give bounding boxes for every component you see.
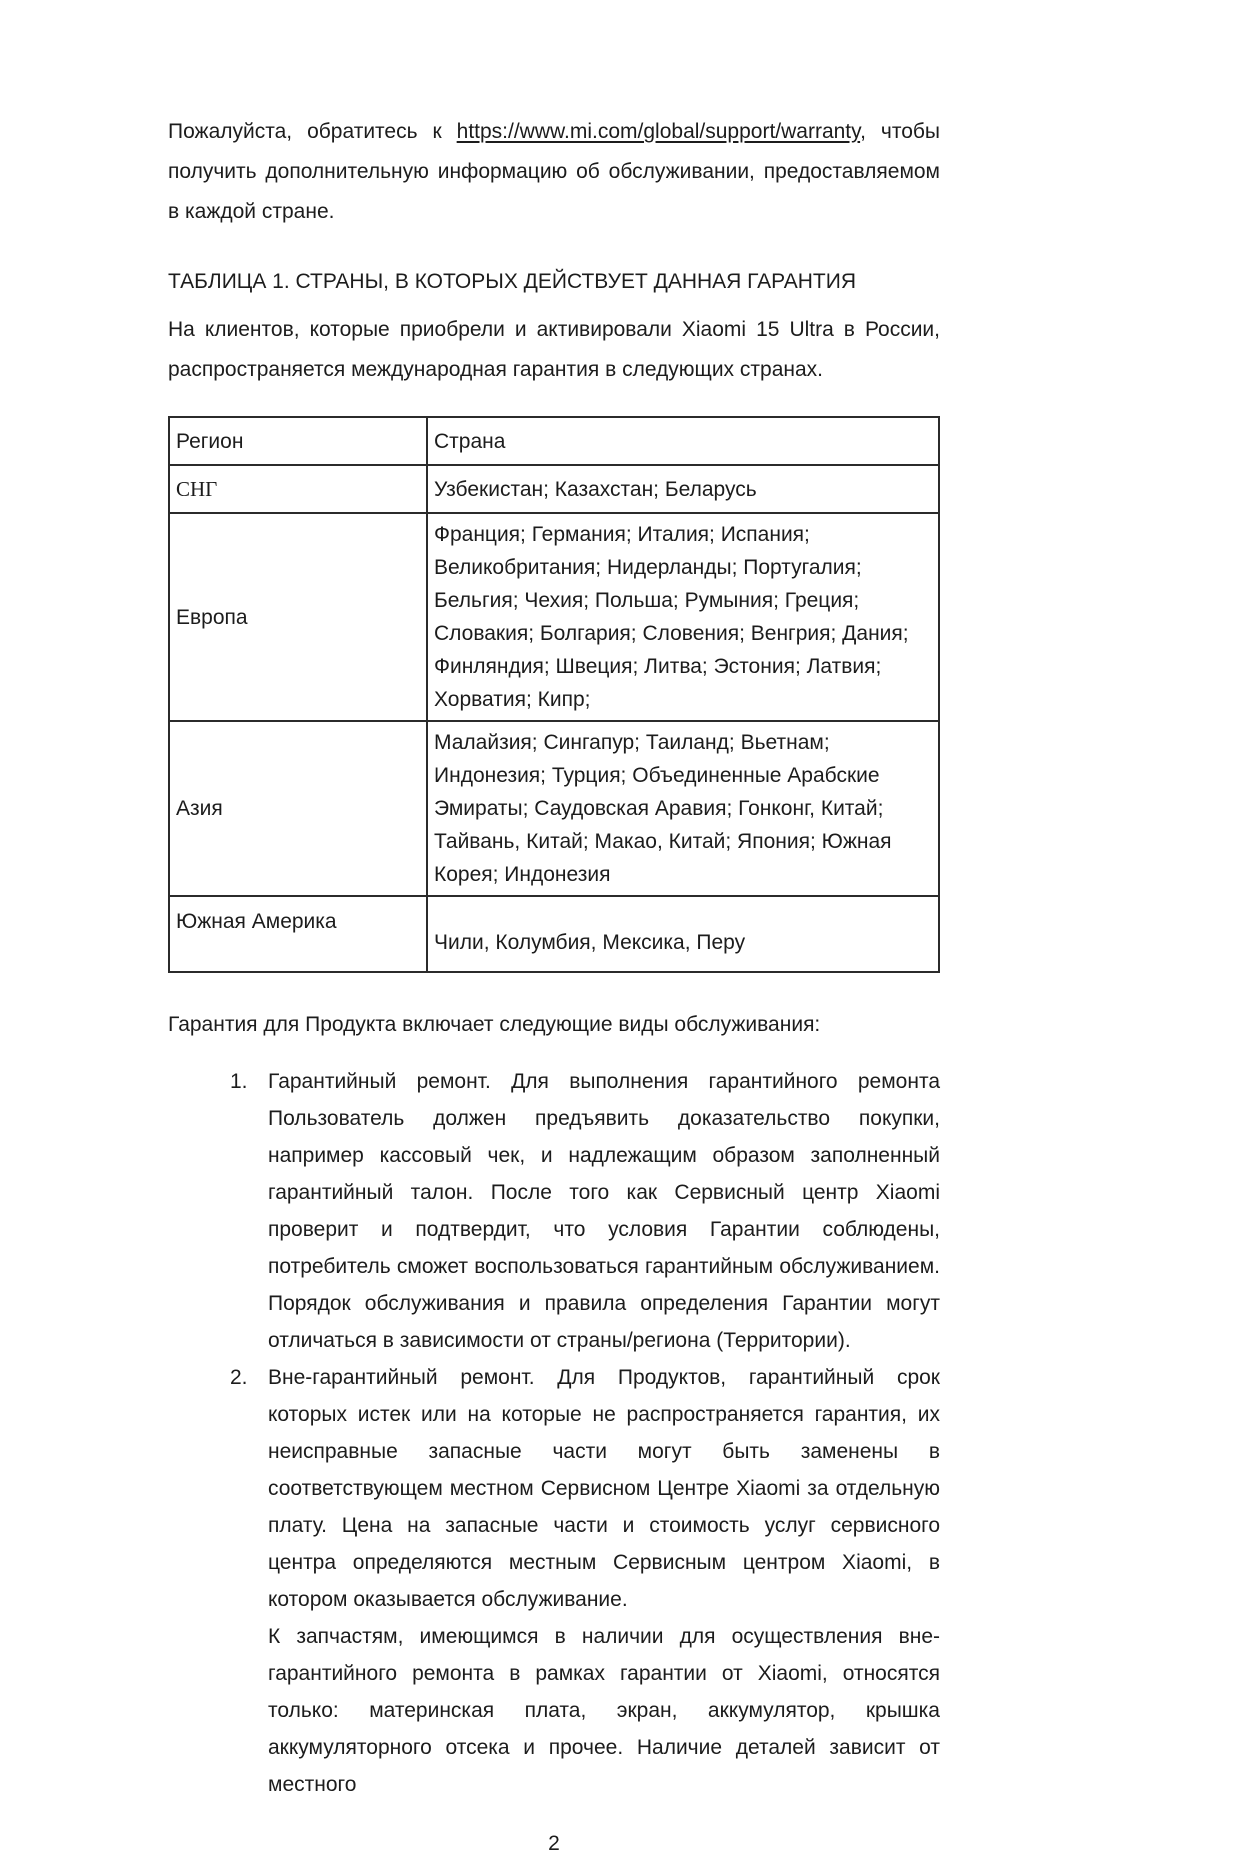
table-row xyxy=(169,513,939,721)
countries-cell-south-america: Чили, Колумбия, Мексика, Перу xyxy=(427,896,939,972)
column-header-region: Регион xyxy=(169,417,427,465)
warranty-repair-paragraph: Гарантийный ремонт. Для выполнения гарантийного ремонта Пользователь должен предъявить доказательство покупки, например кассовый чек, и надлежащим образом заполненный гарантийный талон. После того как Сервисный центр Xiaomi проверит и подтвердит, что условия Гарантии соблюдены, потребитель сможет воспользоваться гарантийным обслуживанием. Порядок обслуживания и правила определения Гарантии могут отличаться в зависимости от страны/региона (Территории). xyxy=(268,1070,940,1352)
table-row xyxy=(169,465,939,513)
service-types-intro: Гарантия для Продукта включает следующие виды обслуживания: xyxy=(168,1013,821,1036)
region-cell-asia: Азия xyxy=(169,721,427,896)
spare-parts-paragraph: К запчастям, имеющимся в наличии для осуществления вне-гарантийного ремонта в рамках гарантии от Xiaomi, относятся только: материнская плата, экран, аккумулятор, крышка аккумуляторного отсека и прочее. Наличие деталей зависит от местного xyxy=(268,1625,940,1796)
region-cell-south-america: Южная Америка xyxy=(169,896,427,972)
countries-cell-asia: Малайзия; Сингапур; Таиланд; Вьетнам; Индонезия; Турция; Объединенные Арабские Эмираты; Саудовская Аравия; Гонконг, Китай; Тайвань, Китай; Макао, Китай; Япония; Южная Корея; Индонезия xyxy=(427,721,939,896)
region-cell-europe: Европа xyxy=(169,513,427,721)
countries-cell-cis: Узбекистан; Казахстан; Беларусь xyxy=(427,465,939,513)
list-item-body xyxy=(268,1359,940,1803)
list-item-number: 2. xyxy=(230,1366,248,1389)
countries-cell-europe: Франция; Германия; Италия; Испания; Великобритания; Нидерланды; Португалия; Бельгия; Чехия; Польша; Румыния; Греция; Словакия; Болгария; Словения; Венгрия; Дания; Финляндия; Швеция; Литва; Эстония; Латвия; Хорватия; Кипр; xyxy=(427,513,939,721)
list-item-body xyxy=(268,1063,940,1359)
list-item xyxy=(168,1359,940,1803)
intro-paragraph xyxy=(168,112,940,232)
column-header-country: Страна xyxy=(427,417,939,465)
out-of-warranty-repair-paragraph: Вне-гарантийный ремонт. Для Продуктов, гарантийный срок которых истек или на которые не распространяется гарантия, их неисправные запасные части могут быть заменены в соответствующем местном Сервисном Центре Xiaomi за отдельную плату. Цена на запасные части и стоимость услуг сервисного центра определяются местным Сервисным центром Xiaomi, в котором оказывается обслуживание. xyxy=(268,1366,940,1611)
intro-text-before-link: Пожалуйста, обратитесь к xyxy=(168,120,457,143)
table-section-heading: ТАБЛИЦА 1. СТРАНЫ, В КОТОРЫХ ДЕЙСТВУЕТ ДАННАЯ ГАРАНТИЯ xyxy=(168,270,857,293)
page-number: 2 xyxy=(548,1832,560,1855)
warranty-countries-table xyxy=(168,416,940,973)
intro-text-after-link: , чтобы получить дополнительную информацию об обслуживании, предоставляемом в каждой стране. xyxy=(168,120,941,223)
table-row xyxy=(169,896,939,972)
document-page xyxy=(168,0,940,1859)
region-cell-cis: СНГ xyxy=(169,465,427,513)
list-item-number: 1. xyxy=(230,1070,248,1093)
service-types-list xyxy=(168,1063,940,1803)
table-header-row xyxy=(169,417,939,465)
warranty-support-link[interactable]: https://www.mi.com/global/support/warranty xyxy=(456,120,861,143)
list-item xyxy=(168,1063,940,1359)
table-section-intro: На клиентов, которые приобрели и активировали Xiaomi 15 Ultra в России, распространяется международная гарантия в следующих странах. xyxy=(168,318,940,381)
table-row xyxy=(169,721,939,896)
